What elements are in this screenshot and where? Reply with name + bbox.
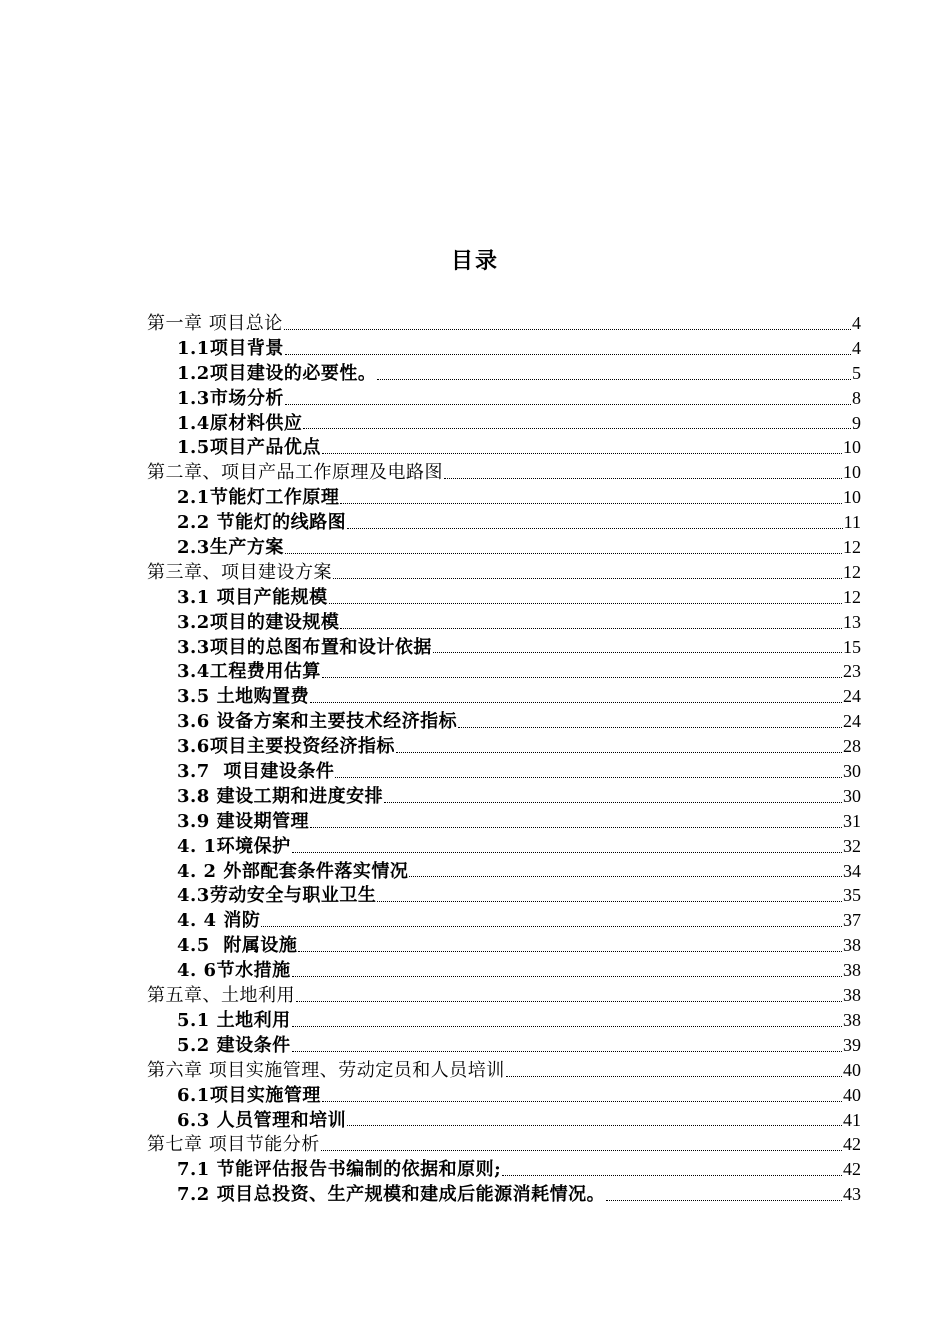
toc-page-number: 42 xyxy=(843,1159,861,1180)
toc-chapter-entry[interactable] xyxy=(147,460,861,485)
toc-page-number: 28 xyxy=(843,736,861,757)
toc-dot-leader xyxy=(292,976,842,977)
toc-page-number: 10 xyxy=(843,462,861,483)
toc-entry-title: 3.1 项目产能规模 xyxy=(177,586,328,608)
toc-dot-leader xyxy=(444,478,842,479)
toc-dot-leader xyxy=(606,1200,842,1201)
toc-section-entry[interactable] xyxy=(147,709,861,734)
toc-dot-leader xyxy=(384,802,842,803)
toc-entry-title: 2.3生产方案 xyxy=(177,537,284,559)
toc-chapter-entry[interactable] xyxy=(147,983,861,1008)
toc-page-number: 4 xyxy=(852,337,861,358)
toc-dot-leader xyxy=(458,727,842,728)
toc-dot-leader xyxy=(340,628,842,629)
toc-chapter-entry[interactable] xyxy=(147,560,861,585)
toc-entry-title: 3.4工程费用估算 xyxy=(177,661,321,683)
toc-dot-leader xyxy=(433,652,842,653)
toc-dot-leader xyxy=(296,1001,842,1002)
toc-entry-title: 4. 6节水措施 xyxy=(177,960,291,982)
toc-section-entry[interactable] xyxy=(147,435,861,460)
toc-dot-leader xyxy=(322,453,842,454)
toc-section-entry[interactable] xyxy=(147,635,861,660)
toc-page-number: 8 xyxy=(852,387,861,408)
toc-page-number: 31 xyxy=(843,810,861,831)
toc-section-entry[interactable] xyxy=(147,585,861,610)
toc-page-number: 38 xyxy=(843,1009,861,1030)
toc-chapter-entry[interactable] xyxy=(147,311,861,336)
toc-entry-title: 4.3劳动安全与职业卫生 xyxy=(177,885,377,907)
toc-page-number: 12 xyxy=(843,537,861,558)
toc-dot-leader xyxy=(321,1150,842,1151)
toc-page-number: 34 xyxy=(843,860,861,881)
toc-entry-title: 第二章、项目产品工作原理及电路图 xyxy=(147,462,443,484)
toc-entry-title: 6.3 人员管理和培训 xyxy=(177,1109,347,1131)
toc-page-number: 23 xyxy=(843,661,861,682)
toc-section-entry[interactable] xyxy=(147,734,861,759)
toc-section-entry[interactable] xyxy=(147,684,861,709)
toc-section-entry[interactable] xyxy=(147,1083,861,1108)
toc-entry-title: 4. 4 消防 xyxy=(177,910,261,932)
toc-page-number: 24 xyxy=(843,711,861,732)
toc-section-entry[interactable] xyxy=(147,535,861,560)
toc-dot-leader xyxy=(502,1175,842,1176)
toc-section-entry[interactable] xyxy=(147,1008,861,1033)
toc-section-entry[interactable] xyxy=(147,1108,861,1133)
toc-section-entry[interactable] xyxy=(147,809,861,834)
toc-entry-title: 3.6 设备方案和主要技术经济指标 xyxy=(177,711,458,733)
toc-section-entry[interactable] xyxy=(147,610,861,635)
toc-entry-title: 4. 1环境保护 xyxy=(177,835,291,857)
toc-page-number: 39 xyxy=(843,1034,861,1055)
toc-section-entry[interactable] xyxy=(147,958,861,983)
toc-section-entry[interactable] xyxy=(147,908,861,933)
toc-section-entry[interactable] xyxy=(147,883,861,908)
toc-entry-title: 1.3市场分析 xyxy=(177,387,284,409)
toc-entry-title: 第五章、土地利用 xyxy=(147,985,295,1007)
toc-page-number: 41 xyxy=(843,1109,861,1130)
toc-entry-title: 3.7 项目建设条件 xyxy=(177,761,335,783)
toc-page-number: 9 xyxy=(852,412,861,433)
toc-page-number: 5 xyxy=(852,362,861,383)
toc-section-entry[interactable] xyxy=(147,411,861,436)
toc-dot-leader xyxy=(261,926,842,927)
toc-dot-leader xyxy=(285,354,851,355)
toc-section-entry[interactable] xyxy=(147,784,861,809)
toc-entry-title: 1.5项目产品优点 xyxy=(177,437,321,459)
toc-entry-title: 3.3项目的总图布置和设计依据 xyxy=(177,636,432,658)
toc-dot-leader xyxy=(377,901,842,902)
toc-dot-leader xyxy=(310,827,842,828)
toc-dot-leader xyxy=(284,329,851,330)
toc-page-number: 37 xyxy=(843,910,861,931)
toc-page-number: 15 xyxy=(843,636,861,657)
toc-chapter-entry[interactable] xyxy=(147,1132,861,1157)
toc-dot-leader xyxy=(340,503,842,504)
toc-chapter-entry[interactable] xyxy=(147,1058,861,1083)
toc-dot-leader xyxy=(396,752,842,753)
toc-page-number: 38 xyxy=(843,960,861,981)
toc-entry-title: 第六章 项目实施管理、劳动定员和人员培训 xyxy=(147,1059,505,1081)
toc-entry-title: 第一章 项目总论 xyxy=(147,313,283,334)
toc-dot-leader xyxy=(377,379,851,380)
toc-dot-leader xyxy=(285,553,842,554)
toc-section-entry[interactable] xyxy=(147,1157,861,1182)
toc-page-number: 10 xyxy=(843,437,861,458)
toc-dot-leader xyxy=(335,777,842,778)
toc-entry-title: 2.1节能灯工作原理 xyxy=(177,487,340,509)
toc-page-number: 30 xyxy=(843,761,861,782)
table-of-contents xyxy=(147,311,861,1207)
toc-page-number: 43 xyxy=(843,1184,861,1205)
toc-dot-leader xyxy=(322,677,842,678)
toc-entry-title: 7.2 项目总投资、生产规模和建成后能源消耗情况。 xyxy=(177,1184,606,1206)
toc-page-number: 32 xyxy=(843,835,861,856)
toc-entry-title: 7.1 节能评估报告书编制的依据和原则; xyxy=(177,1159,502,1181)
toc-entry-title: 5.1 土地利用 xyxy=(177,1009,291,1031)
toc-entry-title: 4.5 附属设施 xyxy=(177,935,298,957)
toc-entry-title: 3.9 建设期管理 xyxy=(177,810,310,832)
toc-dot-leader xyxy=(506,1076,842,1077)
toc-page-number: 42 xyxy=(843,1134,861,1155)
toc-dot-leader xyxy=(292,852,842,853)
toc-entry-title: 3.8 建设工期和进度安排 xyxy=(177,785,384,807)
page-title: 目录 xyxy=(450,248,499,274)
toc-dot-leader xyxy=(347,1125,842,1126)
toc-dot-leader xyxy=(329,603,842,604)
toc-dot-leader xyxy=(333,578,842,579)
toc-page-number: 13 xyxy=(843,611,861,632)
toc-section-entry[interactable] xyxy=(147,361,861,386)
toc-entry-title: 1.2项目建设的必要性。 xyxy=(177,362,377,384)
toc-section-entry[interactable] xyxy=(147,933,861,958)
toc-page-number: 30 xyxy=(843,785,861,806)
toc-page-number: 11 xyxy=(843,512,861,533)
toc-page-number: 38 xyxy=(843,985,861,1006)
toc-page-number: 24 xyxy=(843,686,861,707)
toc-entry-title: 1.4原材料供应 xyxy=(177,412,303,434)
toc-page-number: 4 xyxy=(852,313,861,333)
toc-dot-leader xyxy=(285,404,851,405)
toc-entry-title: 3.2项目的建设规模 xyxy=(177,611,340,633)
toc-entry-title: 5.2 建设条件 xyxy=(177,1034,291,1056)
toc-dot-leader xyxy=(409,876,842,877)
toc-section-entry[interactable] xyxy=(147,1182,861,1207)
toc-section-entry[interactable] xyxy=(147,336,861,361)
toc-section-entry[interactable] xyxy=(147,386,861,411)
toc-entry-title: 第七章 项目节能分析 xyxy=(147,1134,320,1156)
toc-entry-title: 4. 2 外部配套条件落实情况 xyxy=(177,860,409,882)
toc-section-entry[interactable] xyxy=(147,510,861,535)
toc-page-number: 10 xyxy=(843,487,861,508)
toc-section-entry[interactable] xyxy=(147,485,861,510)
toc-page-number: 40 xyxy=(843,1059,861,1080)
toc-entry-title: 6.1项目实施管理 xyxy=(177,1084,321,1106)
toc-entry-title: 1.1项目背景 xyxy=(177,337,284,359)
toc-section-entry[interactable] xyxy=(147,859,861,884)
toc-section-entry[interactable] xyxy=(147,1033,861,1058)
toc-dot-leader xyxy=(298,951,842,952)
toc-entry-title: 2.2 节能灯的线路图 xyxy=(177,512,347,534)
toc-entry-title: 3.5 土地购置费 xyxy=(177,686,310,708)
toc-page-number: 12 xyxy=(843,561,861,582)
toc-entry-title: 第三章、项目建设方案 xyxy=(147,561,332,583)
toc-page-number: 40 xyxy=(843,1084,861,1105)
toc-dot-leader xyxy=(347,528,843,529)
toc-page-number: 35 xyxy=(843,885,861,906)
toc-section-entry[interactable] xyxy=(147,659,861,684)
toc-dot-leader xyxy=(322,1101,842,1102)
toc-page-number: 12 xyxy=(843,586,861,607)
toc-section-entry[interactable] xyxy=(147,759,861,784)
toc-page-number: 38 xyxy=(843,935,861,956)
toc-dot-leader xyxy=(292,1026,842,1027)
toc-section-entry[interactable] xyxy=(147,834,861,859)
toc-dot-leader xyxy=(303,428,851,429)
toc-dot-leader xyxy=(292,1051,842,1052)
toc-entry-title: 3.6项目主要投资经济指标 xyxy=(177,736,395,758)
toc-dot-leader xyxy=(310,702,842,703)
